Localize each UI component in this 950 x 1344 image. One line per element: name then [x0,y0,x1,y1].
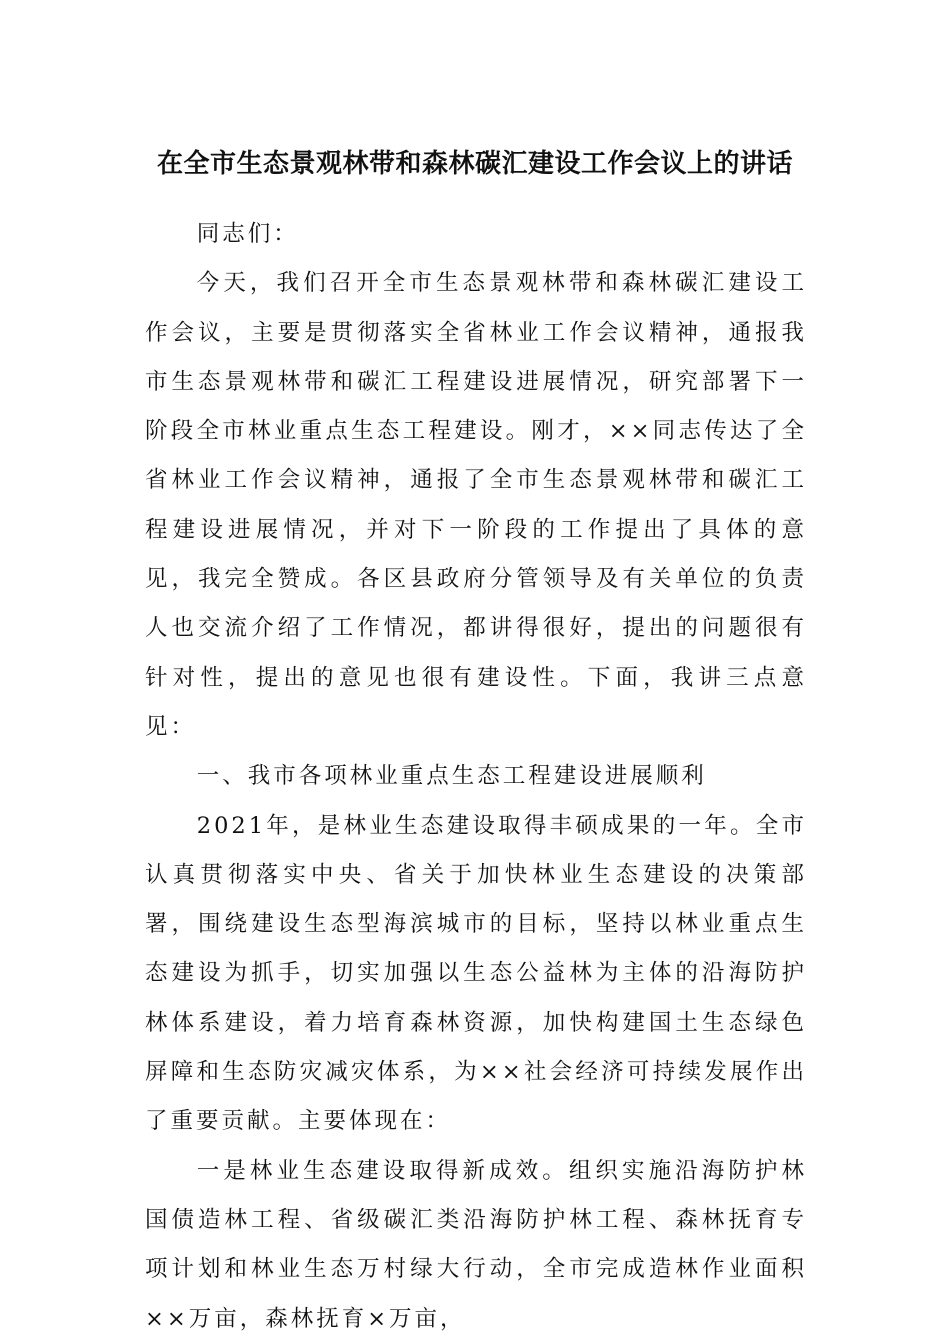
paragraph-point-1: 一是林业生态建设取得新成效。组织实施沿海防护林国债造林工程、省级碳汇类沿海防护林工程、森林抚育专项计划和林业生态万村绿大行动，全市完成造林作业面积××万亩，森林抚育×万亩， [145,1157,807,1332]
document-body [145,210,807,1344]
document-title: 在全市生态景观林带和森林碳汇建设工作会议上的讲话 [156,149,793,179]
salutation: 同志们： [196,221,299,247]
paragraph-2021-summary: 2021年，是林业生态建设取得丰硕成果的一年。全市认真贯彻落实中央、省关于加快林业生态建设的决策部署，围绕建设生态型海滨城市的目标，坚持以林业重点生态建设为抓手，切实加强以生态公益林为主体的沿海防护林体系建设，着力培育森林资源，加快构建国土生态绿色屏障和生态防灾减灾体系，为××社会经济可持续发展作出了重要贡献。主要体现在： [145,812,807,1135]
section-heading-1: 一、我市各项林业重点生态工程建设进展顺利 [196,763,707,790]
paragraph-intro: 今天，我们召开全市生态景观林带和森林碳汇建设工作会议，主要是贯彻落实全省林业工作会议精神，通报我市生态景观林带和碳汇工程建设进展情况，研究部署下一阶段全市林业重点生态工程建设。刚才，××同志传达了全省林业工作会议精神，通报了全市生态景观林带和碳汇工程建设进展情况，并对下一阶段的工作提出了具体的意见，我完全赞成。各区县政府分管领导及有关单位的负责人也交流介绍了工作情况，都讲得很好，提出的问题很有针对性，提出的意见也很有建设性。下面，我讲三点意见： [145,270,807,740]
